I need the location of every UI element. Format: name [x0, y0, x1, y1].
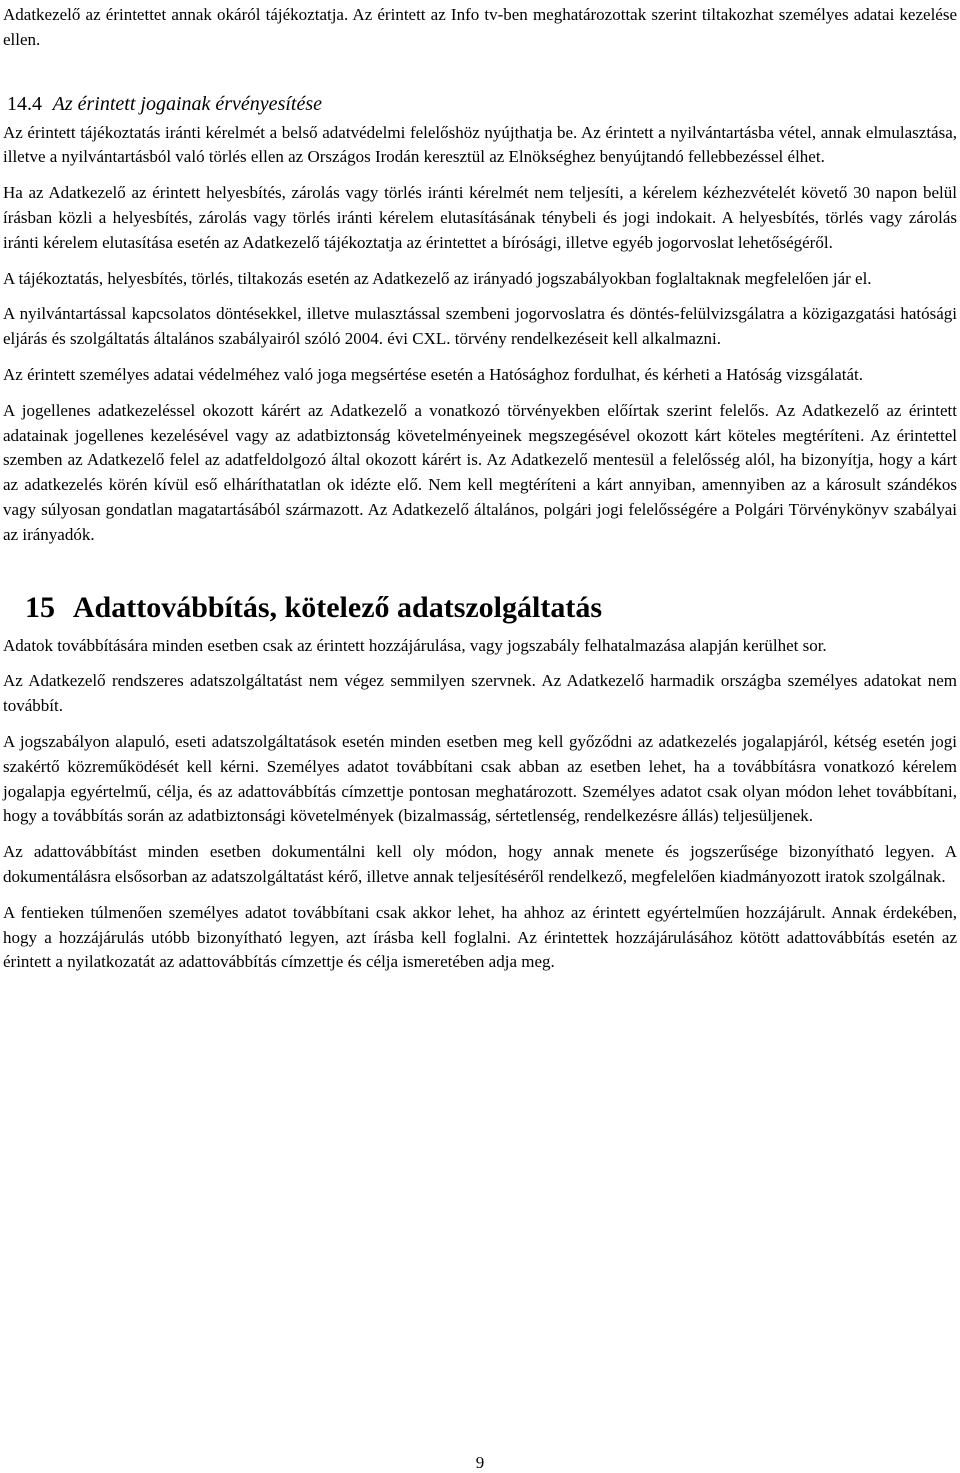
paragraph-transfer-basis: Adatok továbbítására minden esetben csak az érintett hozzájárulása, vagy jogszabály felhatalmazása alapján kerülhet sor.	[3, 635, 827, 655]
paragraph-procedure: A tájékoztatás, helyesbítés, törlés, tiltakozás esetén az Adatkezelő az irányadó jogszabályokban foglaltaknak megfelelően jár el.	[3, 268, 872, 288]
section-number: 15	[25, 590, 55, 624]
paragraph-request: Az érintett tájékoztatás iránti kérelmét a belső adatvédelmi felelőshöz nyújthatja be. Az érintett a nyilvántartásba vétel, annak elmulasztása, illetve a nyilvántartásból való törlés ellen az Országos Irodán keresztül az Elnökséghez benyújtandó fellebbezéssel élhet.	[3, 122, 957, 167]
paragraph-intro: Adatkezelő az érintettet annak okáról tájékoztatja. Az érintett az Info tv-ben meghatározottak szerint tiltakozhat személyes adatai kezelése ellen.	[3, 5, 957, 49]
paragraph-rejection: Ha az Adatkezelő az érintett helyesbítés, zárolás vagy törlés iránti kérelmét nem teljesíti, a kérelem kézhezvételét követő 30 napon belül írásban közli a helyesbítés, zárolás vagy törlés iránti kérelem elutasításának ténybeli és jogi indokait. A helyesbítés, törlés vagy zárolás iránti kérelem elutasítása esetén az Adatkezelő tájékoztatja az érintettet a bírósági, illetve egyéb jogorvoslat lehetőségéről.	[3, 183, 957, 252]
paragraph-remedy: A nyilvántartással kapcsolatos döntésekkel, illetve mulasztással szembeni jogorvoslatra és döntés-felülvizsgálatra a közigazgatási hatósági eljárás és szolgáltatás általános szabályairól szóló 2004. évi CXL. törvény rendelkezéseit kell alkalmazni.	[3, 304, 957, 349]
paragraph-ad-hoc-service: A jogszabályon alapuló, eseti adatszolgáltatások esetén minden esetben meg kell győződni az adatkezelés jogalapjáról, kétség esetén jogi szakértő közreműködését kell kérni. Személyes adatot továbbítani csak abban az esetben lehet, ha a továbbításra vonatkozó kérelem jogalapja egyértelmű, célja, és az adattovábbítás címzettje pontosan meghatározott. Személyes adatot csak olyan módon lehet továbbítani, hogy a továbbítás során az adatbiztonsági követelmények (bizalmasság, sértetlenség, rendelkezésre állás) teljesüljenek.	[3, 731, 957, 826]
paragraph-consent: A fentieken túlmenően személyes adatot továbbítani csak akkor lehet, ha ahhoz az érintett egyértelműen hozzájárult. Annak érdekében, hogy a hozzájárulás utóbb bizonyítható legyen, azt írásba kell foglalni. Az érintettek hozzájárulásához kötött adattovábbítás esetén az érintett a nyilatkozatát az adattovábbítás címzettje és célja ismeretében adja meg.	[3, 902, 957, 972]
subsection-title: Az érintett jogainak érvényesítése	[52, 92, 322, 115]
page-number: 9	[475, 1453, 485, 1472]
paragraph-regular-service: Az Adatkezelő rendszeres adatszolgáltatást nem végez semmilyen szervnek. Az Adatkezelő harmadik országba személyes adatokat nem továbbít.	[3, 671, 957, 716]
section-heading	[25, 588, 957, 628]
subsection-number: 14.4	[7, 92, 42, 115]
section-title: Adattovábbítás, kötelező adatszolgáltatás	[72, 590, 603, 624]
paragraph-liability: A jogellenes adatkezeléssel okozott kárért az Adatkezelő a vonatkozó törvényekben előírtak szerint felelős. Az Adatkezelő az érintett adatainak jogellenes kezelésével vagy az adatbiztonság követelményeinek megszegésével okozott kárt köteles megtéríteni. Az érintettel szemben az Adatkezelő felel az adatfeldolgozó által okozott kárért is. Az Adatkezelő mentesül a felelősség alól, ha bizonyítja, hogy a kárt az adatkezelés körén kívül eső elháríthatatlan ok idézte elő. Nem kell megtéríteni a kárt annyiban, amennyiben az a károsult szándékos vagy súlyosan gondatlan magatartásából származott. Az Adatkezelő általános, polgári jogi felelősségére a Polgári Törvénykönyv szabályai az irányadók.	[3, 400, 957, 544]
subsection-heading	[7, 93, 957, 116]
paragraph-authority: Az érintett személyes adatai védelméhez való joga megsértése esetén a Hatósághoz fordulhat, és kérheti a Hatóság vizsgálatát.	[3, 364, 864, 384]
paragraph-documentation: Az adattovábbítást minden esetben dokumentálni kell oly módon, hogy annak menete és jogszerűsége bizonyítható legyen. A dokumentálásra elsősorban az adatszolgáltatást kérő, illetve annak teljesítéséről rendelkező, megfelelően kiadmányozott iratok szolgálnak.	[3, 842, 957, 886]
document-page	[0, 3, 960, 1473]
